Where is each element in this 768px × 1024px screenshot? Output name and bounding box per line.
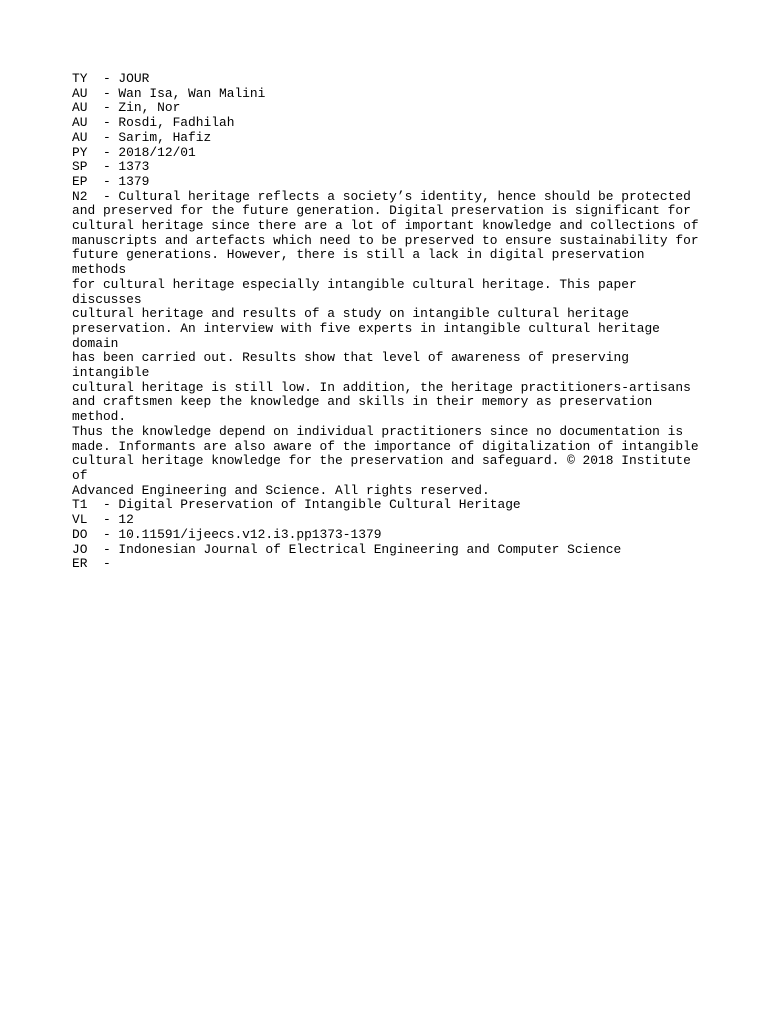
ris-end-page-line: EP - 1379 xyxy=(72,173,150,189)
ris-abstract-line: N2 - Cultural heritage reflects a society’s identity, hence should be protected and preserved for the future generation. Digital preservation is significant for cultural heritage since there are a lot of important knowledge and collections of manuscripts and artefacts which need to be preserved to ensure sustainability for future generations. However, there is still a lack in digital preservation methods for cultural heritage especially intangible cultural heritage. This paper discusses cultural heritage and results of a study on intangible cultural heritage preservation. An interview with five experts in intangible cultural heritage domain has been carried out. Results show that level of awareness of preserving intangible cultural heritage is still low. In addition, the heritage practitioners-artisans and craftsmen keep the knowledge and skills in their memory as preservation method. Thus the knowledge depend on individual practitioners since no documentation is made. Informants are also aware of the importance of digitalization of intangible cultural heritage knowledge for the preservation and safeguard. © 2018 Institute of Advanced Engineering and Science. All rights reserved. xyxy=(72,188,699,498)
ris-author-line: AU - Zin, Nor xyxy=(72,100,181,116)
ris-journal-line: JO - Indonesian Journal of Electrical Engineering and Computer Science xyxy=(72,541,622,557)
ris-type-line: TY - JOUR xyxy=(72,71,150,86)
ris-author-line: AU - Rosdi, Fadhilah xyxy=(72,115,235,131)
ris-end-record-line: ER - xyxy=(72,556,119,572)
ris-title-line: T1 - Digital Preservation of Intangible Cultural Heritage xyxy=(72,497,521,513)
ris-author-line: AU - Sarim, Hafiz xyxy=(72,129,212,145)
ris-volume-line: VL - 12 xyxy=(72,512,134,528)
ris-author-line: AU - Wan Isa, Wan Malini xyxy=(72,85,266,101)
ris-citation-document xyxy=(72,72,702,572)
ris-doi-line: DO - 10.11591/ijeecs.v12.i3.pp1373-1379 xyxy=(72,526,382,542)
ris-start-page-line: SP - 1373 xyxy=(72,159,150,175)
ris-publication-year-line: PY - 2018/12/01 xyxy=(72,144,196,160)
